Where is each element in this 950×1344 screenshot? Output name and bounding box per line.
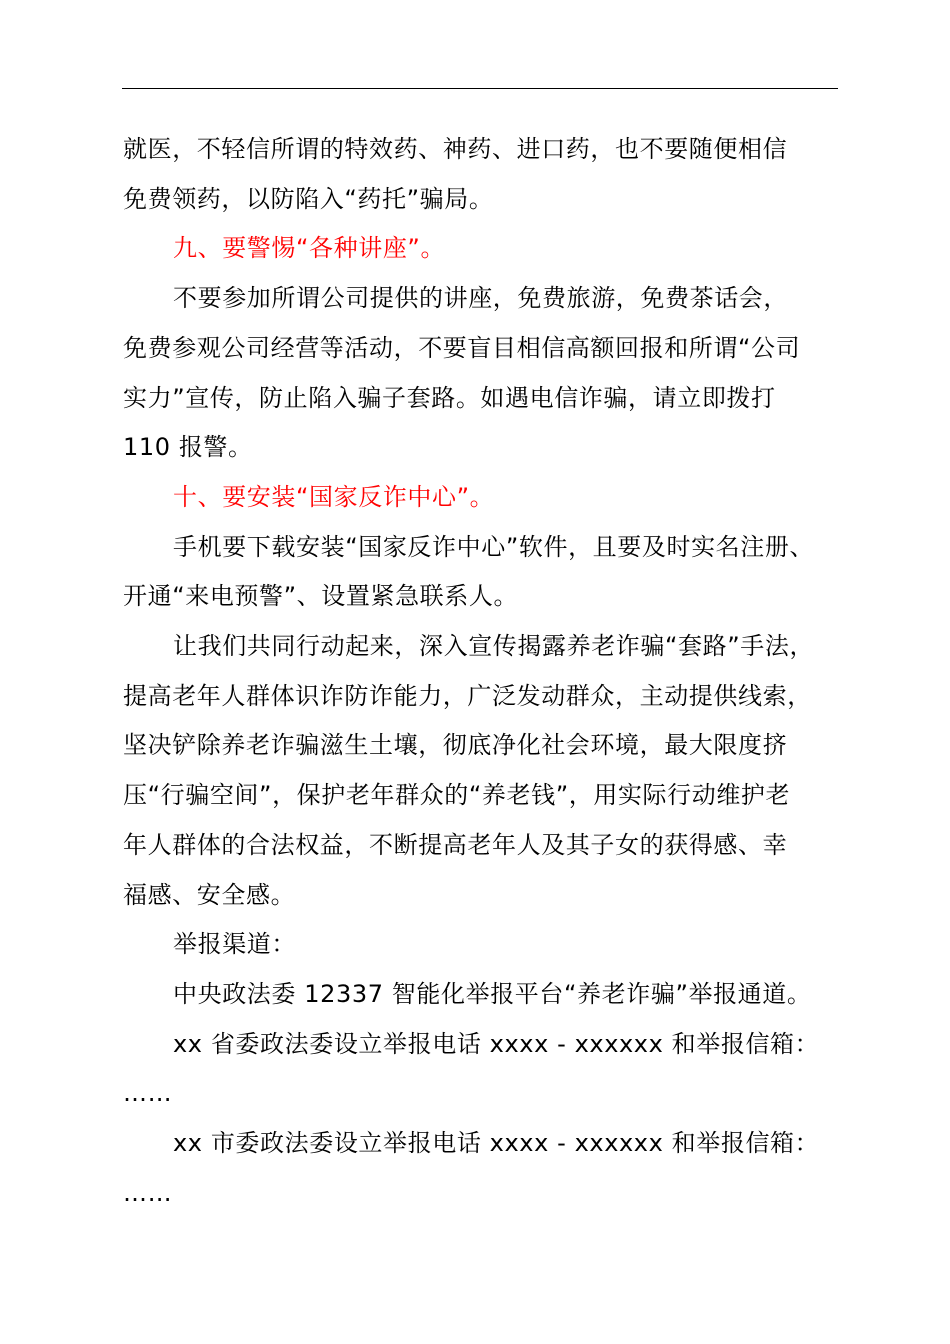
report-channel-city: xx 市委政法委设立举报电话 xxxx - xxxxxx 和举报信箱：: [173, 1129, 820, 1158]
paragraph-line: 让我们共同行动起来，深入宣传揭露养老诈骗“套路”手法，: [173, 632, 815, 661]
paragraph-line: 110 报警。: [123, 433, 253, 462]
paragraph-line: 手机要下载安装“国家反诈中心”软件，且要及时实名注册、: [173, 532, 815, 561]
paragraph-line: 福感、安全感。: [123, 880, 296, 909]
paragraph-line: 实力”宣传，防止陷入骗子套路。如遇电信诈骗，请立即拨打: [123, 383, 776, 412]
document-body: [123, 125, 863, 1218]
paragraph-line: 开通“来电预警”、设置紧急联系人。: [123, 582, 519, 611]
report-channel-central: 中央政法委 12337 智能化举报平台“养老诈骗”举报通道。: [173, 979, 812, 1008]
section-heading-10: 十、要安装“国家反诈中心”。: [173, 482, 495, 511]
paragraph-line: 免费领药，以防陷入“药托”骗局。: [123, 184, 494, 213]
section-heading-9: 九、要警惕“各种讲座”。: [173, 234, 446, 263]
paragraph-line: 免费参观公司经营等活动，不要盲目相信高额回报和所谓“公司: [123, 333, 801, 362]
report-channels-heading: 举报渠道：: [173, 930, 296, 959]
paragraph-line: ……: [123, 1178, 173, 1207]
paragraph-line: ……: [123, 1079, 173, 1108]
paragraph-line: 年人群体的合法权益，不断提高老年人及其子女的获得感、幸: [123, 830, 788, 859]
paragraph-line: 提高老年人群体识诈防诈能力，广泛发动群众，主动提供线索，: [123, 681, 812, 710]
header-rule: [122, 88, 838, 89]
paragraph-line: 压“行骗空间”，保护老年群众的“养老钱”，用实际行动维护老: [123, 781, 791, 810]
paragraph-line: 坚决铲除养老诈骗滋生土壤，彻底净化社会环境，最大限度挤: [123, 731, 788, 760]
report-channel-province: xx 省委政法委设立举报电话 xxxx - xxxxxx 和举报信箱：: [173, 1029, 820, 1058]
paragraph-line: 不要参加所谓公司提供的讲座，免费旅游，免费茶话会，: [173, 284, 788, 313]
paragraph-line: 就医，不轻信所谓的特效药、神药、进口药，也不要随便相信: [123, 135, 788, 163]
